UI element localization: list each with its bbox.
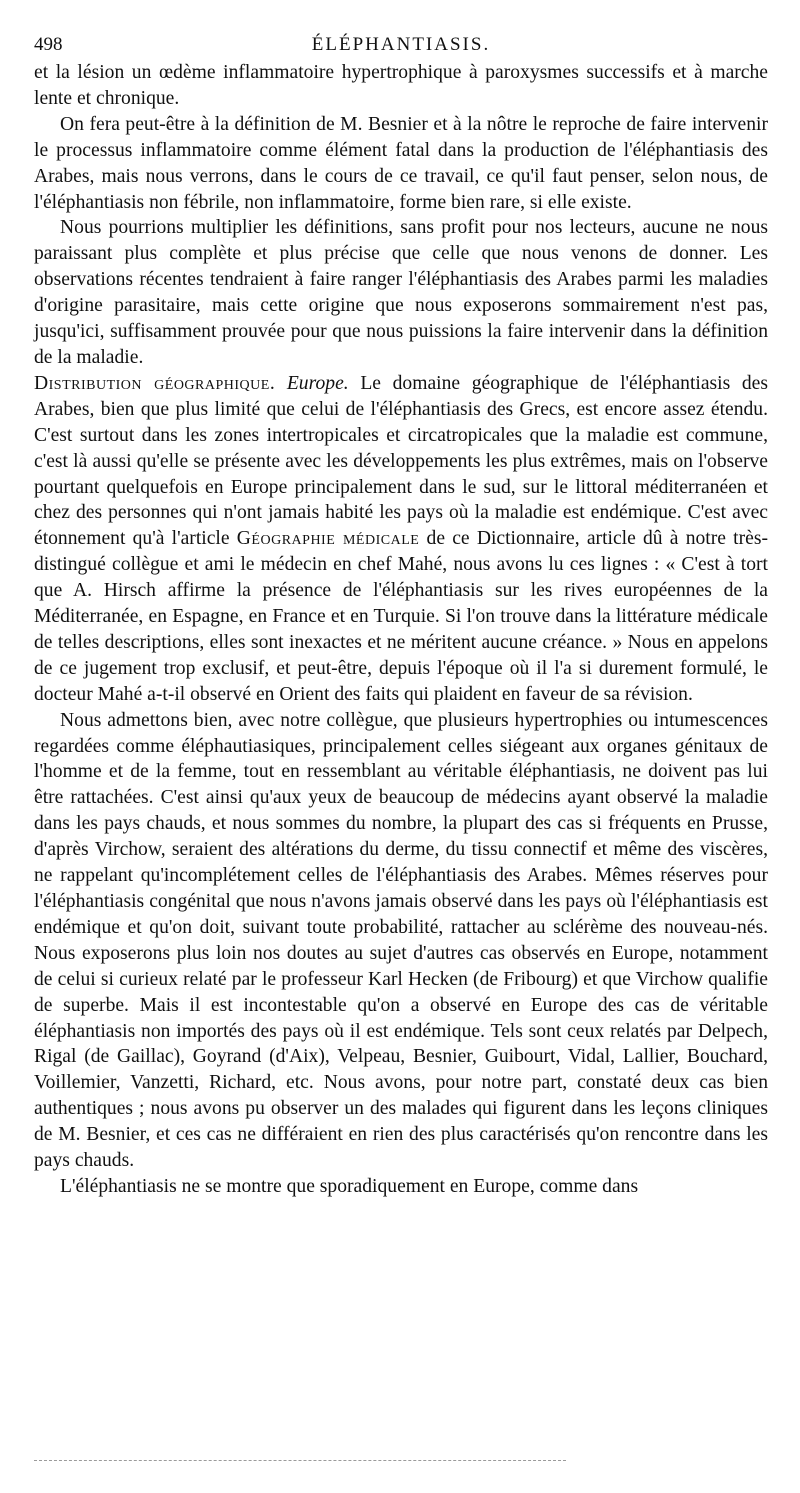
paragraph-6: L'éléphantiasis ne se montre que sporadiquement en Europe, comme dans xyxy=(60,1175,639,1197)
paragraph-4 xyxy=(34,371,768,708)
section-subheading: Europe. xyxy=(286,372,349,394)
running-title: ÉLÉPHANTIASIS. xyxy=(311,34,491,55)
paragraph-3: Nous pourrions multiplier les définitions, sans profit pour nos lecteurs, aucune ne nous paraissant plus complète et plus précise que celle que nous venons de donner. Les observations récentes tendraient à faire ranger l'éléphantiasis des Arabes parmi les maladies d'origine parasitaire, mais cette origine que nous exposerons sommairement n'est pas, jusqu'ici, suffisamment prouvée pour que nous puissions la faire intervenir dans la définition de la maladie. xyxy=(34,217,768,368)
paragraph-5: Nous admettons bien, avec notre collègue, que plusieurs hypertrophies ou intumescences regardées comme éléphautiasiques, principalement celles siégeant aux organes génitaux de l'homme et de la femme, tout en ressemblant au véritable éléphantiasis, ne doivent pas lui être rattachées. C'est ainsi qu'aux yeux de beaucoup de médecins ayant observé la maladie dans les pays chauds, et nous sommes du nombre, la plupart des cas si fréquents en Prusse, d'après Virchow, seraient des altérations du derme, du tissu connectif et même des viscères, ne rappelant qu'incomplétement celles de l'éléphantiasis des Arabes. Mêmes réserves pour l'éléphantiasis congénital que nous n'avons jamais observé dans les pays où l'éléphantiasis est endémique et qu'on doit, suivant toute probabilité, rattacher au sclérème des nouveau-nés. Nous exposerons plus loin nos doutes au sujet d'autres cas observés en Europe, notamment de celui si curieux relaté par le professeur Karl Hecken (de Fribourg) et que Virchow qualifie de superbe. Mais il est incontestable qu'on a observé en Europe des cas de véritable éléphantiasis non importés des pays où il est endémique. Tels sont ceux relatés par Delpech, Rigal (de Gaillac), Goyrand (d'Aix), Velpeau, Besnier, Guibourt, Vidal, Lallier, Bouchard, Voillemier, Vanzetti, Richard, etc. Nous avons, pour notre part, constaté deux cas bien authentiques ; nous avons pu observer un des malades qui figurent dans les leçons cliniques de M. Besnier, et ces cas ne différaient en rien des plus caractérisés qu'on rencontre dans les pays chauds. xyxy=(34,709,768,1172)
document-page xyxy=(34,28,768,1200)
paragraph-1: et la lésion un œdème inflammatoire hypertrophique à paroxysmes successifs et à marche lente et chronique. xyxy=(34,62,768,109)
paragraph-2: On fera peut-être à la définition de M. Besnier et à la nôtre le reproche de faire intervenir le processus inflammatoire comme élément fatal dans la production de l'éléphantiasis des Arabes, mais nous verrons, dans le cours de ce travail, ce qu'il faut penser, selon nous, de l'éléphantiasis non fébrile, non inflammatoire, forme bien rare, si elle existe. xyxy=(34,113,768,213)
footer-rule xyxy=(34,1460,566,1461)
page-number: 498 xyxy=(34,34,63,55)
paragraph-4-text: Le domaine géographique de l'éléphantiasis des Arabes, bien que plus limité que celui de l'éléphantiasis des Grecs, est encore assez étendu. C'est surtout dans les zones intertropicales et circatropicales que la maladie est commune, c'est là aussi qu'elle se présente avec les développements les plus extrêmes, mais on l'observe pourtant quelquefois en Europe principalement dans le sud, sur le littoral méditerranéen et chez des personnes qui n'ont jamais habité les pays où la maladie est endémique. C'est avec étonnement qu'à l'article xyxy=(34,372,768,550)
smallcaps-reference: Géographie médicale xyxy=(236,528,420,550)
paragraph-4-text-after: de ce Dictionnaire, article dû à notre très-distingué collègue et ami le médecin en chef Mahé, nous avons lu ces lignes : « C'est à tort que A. Hirsch affirme la présence de l'éléphantiasis sur les rives européennes de la Méditerranée, en Espagne, en France et en Turquie. Si l'on trouve dans la littérature médicale de telles descriptions, elles sont inexactes et ne méritent aucune créance. » Nous en appelons de ce jugement trop exclusif, et peut-être, depuis l'époque où il l'a si durement formulé, le docteur Mahé a-t-il observé en Orient des faits qui plaident en faveur de sa révision. xyxy=(34,528,768,705)
page-header xyxy=(34,28,768,60)
section-heading: Distribution géographique. xyxy=(34,372,276,394)
